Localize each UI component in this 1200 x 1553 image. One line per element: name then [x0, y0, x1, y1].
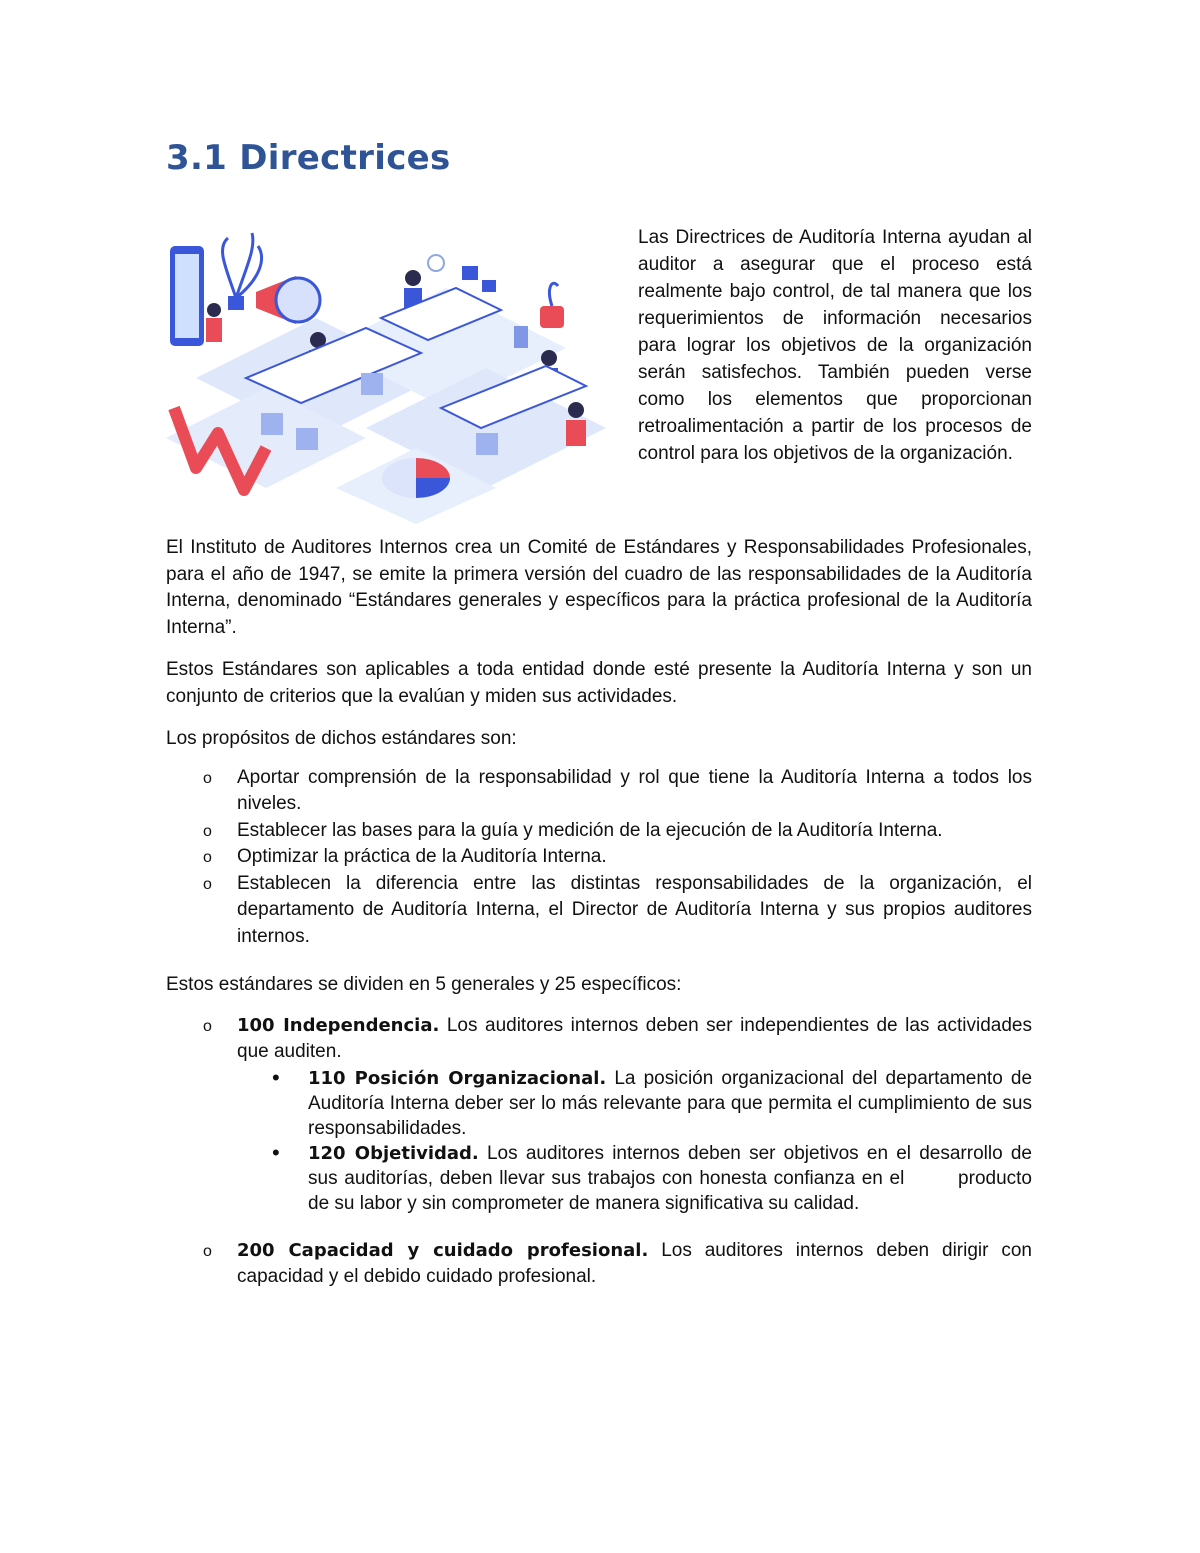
standard-120-text: Los auditores internos deben ser objetivos en el desarrollo de sus auditorías, deben llevar sus trabajos con honesta confianza en el producto de su labor y sin comprometer de manera significativa su calidad. — [308, 1142, 1038, 1214]
paragraph-purposes-intro: Los propósitos de dichos estándares son: — [166, 728, 517, 749]
paragraph-applicability: Estos Estándares son aplicables a toda entidad donde esté presente la Auditoría Interna y son un conjunto de criterios que la evalúan y miden sus actividades. — [166, 659, 1032, 707]
standard-110-text: La posición organizacional del departamento de Auditoría Interna deber ser lo más relevante para que permita el cumplimiento de sus responsabilidades. — [308, 1067, 1033, 1139]
standard-200-text: Los auditores internos deben dirigir con capacidad y el debido cuidado profesional. — [237, 1239, 1032, 1287]
list-item: o Establecen la diferencia entre las distintas responsabilidades de la organización, el departamento de Auditoría Interna, el Director de Auditoría Interna y sus propios auditores internos. — [237, 871, 1032, 951]
standard-120-title: 120 Objetividad. — [308, 1142, 479, 1164]
intro-paragraph: Las Directrices de Auditoría Interna ayudan al auditor a asegurar que el proceso está realmente bajo control, de tal manera que los requerimientos de información necesarios para lograr los objetivos de la organización serán satisfechos. También pueden verse como los elementos que proporcionan retroalimentación a partir de los procesos de control para los objetivos de la organización. — [638, 227, 1032, 464]
list-item: o Optimizar la práctica de la Auditoría Interna. — [237, 844, 1032, 871]
standard-100-text: Los auditores internos deben ser independientes de las actividades que auditen. — [237, 1014, 1032, 1062]
standards-list — [166, 1013, 1038, 1216]
office-illustration — [166, 228, 616, 524]
standards-list-continued — [166, 1238, 1032, 1291]
standard-110 — [308, 1066, 1032, 1141]
standard-100 — [237, 1013, 1038, 1216]
purposes-list — [166, 765, 1032, 951]
standard-200 — [237, 1238, 1032, 1291]
standard-110-title: 110 Posición Organizacional. — [308, 1067, 607, 1089]
list-item: o Aportar comprensión de la responsabilidad y rol que tiene la Auditoría Interna a todos los niveles. — [237, 765, 1032, 818]
standard-100-title: 100 Independencia. — [237, 1014, 440, 1036]
paragraph-history: El Instituto de Auditores Internos crea un Comité de Estándares y Responsabilidades Profesionales, para el año de 1947, se emite la primera versión del cuadro de las responsabilidades de la Auditoría Interna, denominado “Estándares generales y específicos para la práctica profesional de la Auditoría Interna”. — [166, 537, 1032, 638]
document-body — [166, 535, 1038, 1291]
section-heading: 3.1 Directrices — [166, 138, 451, 178]
paragraph-standards-intro: Estos estándares se dividen en 5 generales y 25 específicos: — [166, 974, 682, 995]
substandards-list — [237, 1066, 1038, 1216]
standard-200-title: 200 Capacidad y cuidado profesional. — [237, 1239, 649, 1261]
standard-120 — [308, 1141, 1038, 1216]
list-item: o Establecer las bases para la guía y medición de la ejecución de la Auditoría Interna. — [237, 818, 1032, 845]
